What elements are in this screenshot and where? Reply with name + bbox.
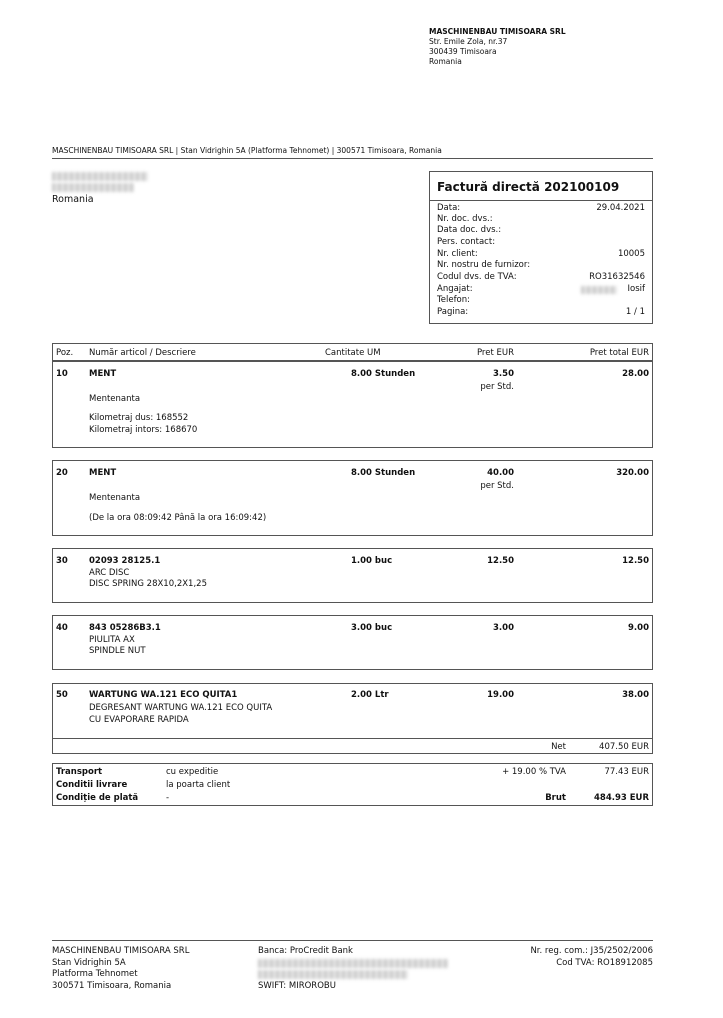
invoice-row bbox=[437, 225, 645, 236]
redacted-name bbox=[52, 172, 148, 181]
item-qty: 1.00 buc bbox=[351, 556, 393, 566]
invoice-row bbox=[437, 272, 645, 283]
invoice-row-label: Pagina: bbox=[437, 307, 469, 317]
sender-street: Str. Emile Zola, nr.37 bbox=[429, 37, 508, 46]
delivery-value: la poarta client bbox=[166, 780, 231, 790]
footer-line: Platforma Tehnomet bbox=[52, 969, 138, 979]
invoice-row-label: Nr. client: bbox=[437, 249, 478, 259]
recipient-block bbox=[52, 172, 148, 205]
invoice-row-label: Codul dvs. de TVA: bbox=[437, 272, 517, 282]
invoice-row-label: Data: bbox=[437, 203, 461, 213]
return-address-line: MASCHINENBAU TIMISOARA SRL | Stan Vidrighin 5A (Platforma Tehnomet) | 300571 Timisoara, Romania bbox=[52, 146, 442, 155]
delivery-label: Conditii livrare bbox=[56, 780, 128, 790]
vat-label: + 19.00 % TVA bbox=[502, 767, 566, 777]
gross-value: 484.93 EUR bbox=[593, 793, 649, 803]
divider bbox=[52, 158, 653, 159]
item-description: CU EVAPORARE RAPIDA bbox=[89, 715, 189, 725]
col-price: Pret EUR bbox=[476, 348, 514, 358]
item-pos: 30 bbox=[56, 556, 68, 566]
footer-bank bbox=[258, 946, 448, 992]
redacted-iban bbox=[258, 959, 448, 968]
invoice-row bbox=[437, 237, 645, 248]
item-price: 3.50 bbox=[493, 369, 514, 379]
item-price: 12.50 bbox=[487, 556, 514, 566]
item-pos: 20 bbox=[56, 468, 68, 478]
footer-line: MASCHINENBAU TIMISOARA SRL bbox=[52, 946, 190, 956]
invoice-info-box bbox=[429, 171, 653, 324]
footer-line: 300571 Timisoara, Romania bbox=[52, 980, 172, 991]
item-description: Kilometraj dus: 168552 bbox=[89, 413, 189, 423]
payment-value: - bbox=[166, 793, 170, 803]
invoice-row-label: Pers. contact: bbox=[437, 237, 496, 247]
item-total: 320.00 bbox=[616, 468, 649, 478]
sender-country: Romania bbox=[429, 57, 462, 66]
transport-value: cu expeditie bbox=[166, 767, 219, 777]
col-total: Pret total EUR bbox=[589, 348, 649, 358]
item-description: Mentenanta bbox=[89, 394, 141, 404]
bank-swift: SWIFT: MIROROBU bbox=[258, 980, 336, 991]
invoice-row bbox=[437, 203, 645, 214]
item-price: 3.00 bbox=[493, 623, 514, 633]
col-pos: Poz. bbox=[56, 348, 74, 358]
table-row bbox=[52, 361, 653, 448]
item-total: 12.50 bbox=[622, 556, 649, 566]
table-row bbox=[52, 548, 653, 603]
invoice-row-value: 29.04.2021 bbox=[596, 203, 645, 213]
invoice-row-label: Nr. nostru de furnizor: bbox=[437, 260, 531, 270]
footer-line: Stan Vidrighin 5A bbox=[52, 957, 126, 968]
item-description: Kilometraj intors: 168670 bbox=[89, 425, 198, 435]
item-description: PIULITA AX bbox=[89, 635, 135, 645]
item-price: 40.00 bbox=[487, 468, 514, 478]
item-description: DEGRESANT WARTUNG WA.121 ECO QUITA bbox=[89, 703, 273, 713]
vat-code: Cod TVA: RO18912085 bbox=[556, 957, 653, 968]
table-header bbox=[52, 343, 653, 361]
invoice-row bbox=[437, 260, 645, 271]
sender-city: 300439 Timisoara bbox=[429, 47, 497, 56]
item-pos: 50 bbox=[56, 690, 68, 700]
col-article: Număr articol / Descriere bbox=[89, 348, 196, 358]
invoice-row bbox=[437, 307, 645, 318]
bank-name: Banca: ProCredit Bank bbox=[258, 946, 353, 956]
item-qty: 8.00 Stunden bbox=[351, 369, 416, 379]
table-row bbox=[52, 683, 653, 739]
item-qty: 8.00 Stunden bbox=[351, 468, 416, 478]
table-row bbox=[52, 460, 653, 536]
item-code: 843 05286B3.1 bbox=[89, 623, 161, 633]
item-pos: 10 bbox=[56, 369, 68, 379]
net-row bbox=[52, 738, 653, 754]
invoice-row bbox=[437, 214, 645, 225]
invoice-row-value: 10005 bbox=[617, 249, 645, 259]
col-qty: Cantitate UM bbox=[325, 348, 381, 358]
redacted-employee bbox=[581, 286, 617, 294]
invoice-row-value: Iosif bbox=[627, 284, 645, 294]
net-label: Net bbox=[551, 742, 566, 752]
invoice-row-value: 1 / 1 bbox=[625, 307, 645, 317]
item-description: (De la ora 08:09:42 Până la ora 16:09:42) bbox=[89, 513, 267, 523]
item-qty: 2.00 Ltr bbox=[351, 690, 389, 700]
item-total: 38.00 bbox=[622, 690, 649, 700]
item-unit: per Std. bbox=[480, 481, 514, 491]
sender-name: MASCHINENBAU TIMISOARA SRL bbox=[429, 27, 566, 36]
invoice-row-label: Nr. doc. dvs.: bbox=[437, 214, 493, 224]
gross-label: Brut bbox=[545, 793, 566, 803]
redacted-account bbox=[258, 970, 408, 979]
item-unit: per Std. bbox=[480, 382, 514, 392]
recipient-country: Romania bbox=[52, 194, 94, 205]
vat-value: 77.43 EUR bbox=[604, 767, 649, 777]
redacted-address bbox=[52, 183, 134, 192]
footer-divider bbox=[52, 940, 653, 941]
invoice-row-label: Telefon: bbox=[437, 295, 471, 305]
invoice-row-value: RO31632546 bbox=[589, 272, 645, 282]
item-total: 28.00 bbox=[622, 369, 649, 379]
payment-label: Condiție de plată bbox=[56, 793, 139, 803]
sender-block bbox=[429, 27, 566, 67]
item-description: DISC SPRING 28X10,2X1,25 bbox=[89, 579, 207, 589]
item-code: WARTUNG WA.121 ECO QUITA1 bbox=[89, 690, 238, 700]
transport-label: Transport bbox=[56, 767, 103, 777]
item-total: 9.00 bbox=[628, 623, 649, 633]
divider bbox=[430, 200, 652, 201]
net-value: 407.50 EUR bbox=[599, 742, 649, 752]
item-code: 02093 28125.1 bbox=[89, 556, 161, 566]
invoice-row bbox=[437, 295, 645, 306]
invoice-title: Factură directă 202100109 bbox=[437, 180, 620, 194]
invoice-row bbox=[437, 249, 645, 260]
invoice-row bbox=[437, 284, 645, 295]
item-code: MENT bbox=[89, 468, 117, 478]
item-price: 19.00 bbox=[487, 690, 514, 700]
item-code: MENT bbox=[89, 369, 117, 379]
totals-box bbox=[52, 763, 653, 806]
item-description: ARC DISC bbox=[89, 568, 130, 578]
invoice-row-label: Data doc. dvs.: bbox=[437, 225, 502, 235]
invoice-row-label: Angajat: bbox=[437, 284, 473, 294]
item-qty: 3.00 buc bbox=[351, 623, 393, 633]
footer-registration bbox=[530, 946, 653, 969]
reg-number: Nr. reg. com.: J35/2502/2006 bbox=[530, 946, 653, 956]
footer-company bbox=[52, 946, 189, 992]
item-pos: 40 bbox=[56, 623, 68, 633]
table-row bbox=[52, 615, 653, 670]
item-description: Mentenanta bbox=[89, 493, 141, 503]
item-description: SPINDLE NUT bbox=[89, 646, 146, 656]
